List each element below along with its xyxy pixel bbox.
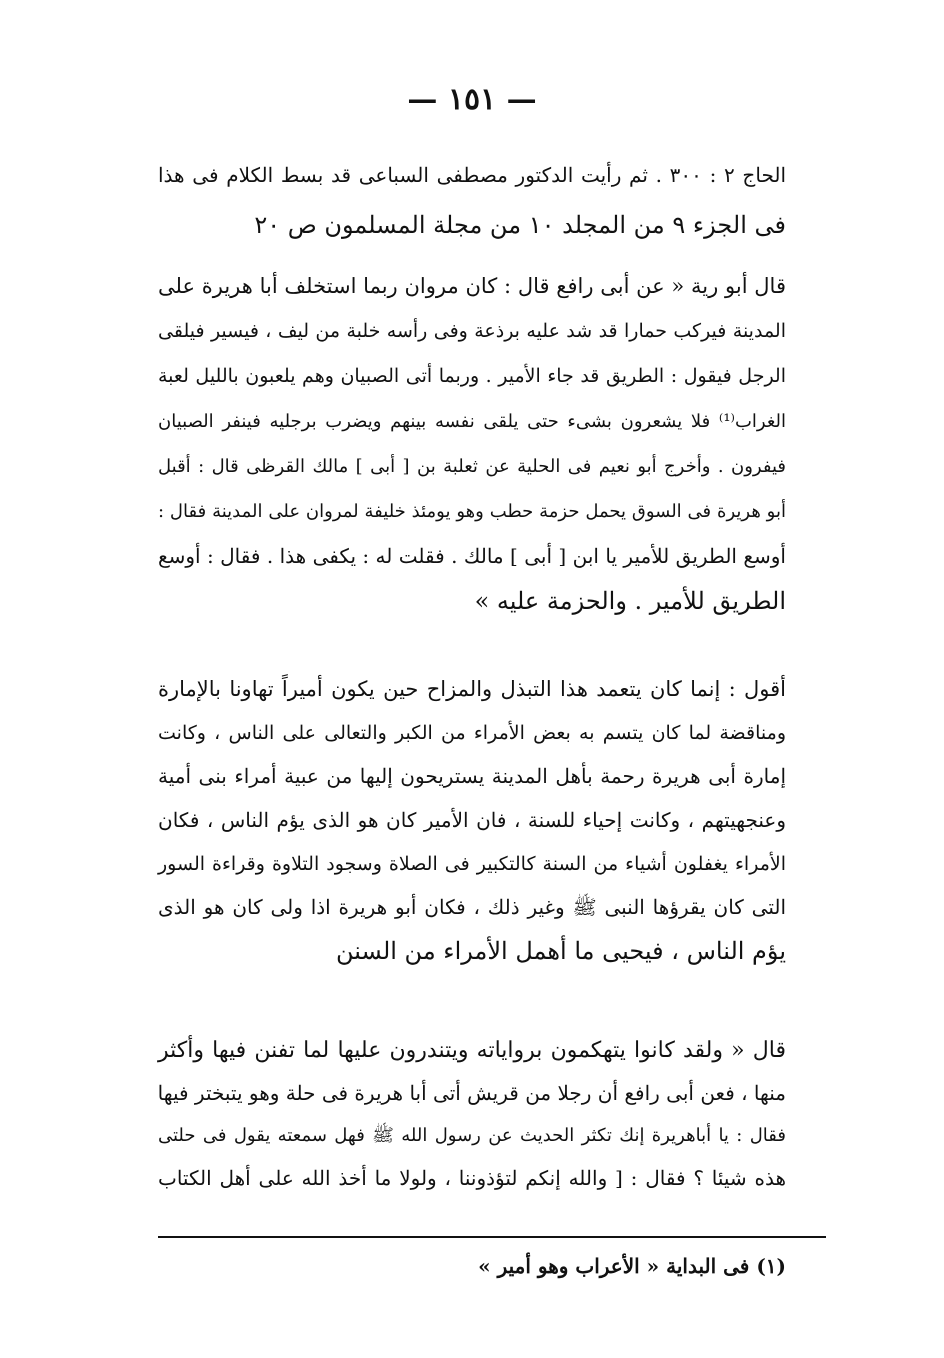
text-line: فقال : يا أباهريرة إنك تكثر الحديث عن رسول الله ﷺ فهل سمعته يقول فى حلتى: [158, 1124, 786, 1146]
text-line: الغراب⁽¹⁾ فلا يشعرون بشىء حتى يلقى نفسه بينهم ويضرب برجليه فينفر الصبيان: [158, 411, 786, 432]
text-line: قال أبو رية « عن أبى رافع قال : كان مروان ربما استخلف أبا هريرة على: [158, 274, 786, 298]
paragraph-2: [158, 264, 786, 624]
text-line: ومناقضة لما كان يتسم به بعض الأمراء من الكبر والتعالى على الناس ، وكانت: [158, 721, 786, 744]
text-line: قال « ولقد كانوا يتهكمون برواياته ويتندرون عليها لما تفنن فيها وأكثر: [158, 1038, 786, 1063]
text-line: أوسع الطريق للأمير يا ابن [ أبى ] مالك . فقلت له : يكفى هذا . فقال : أوسع: [158, 544, 786, 568]
text-line: الأمراء يغفلون أشياء من السنة كالتكبير فى الصلاة وسجود التلاوة وقراءة السور: [158, 852, 786, 875]
paragraph-3: [158, 668, 786, 974]
footnote: (١) فى البداية « الأعراب وهو أمير »: [478, 1254, 786, 1278]
text-line: هذه شيئا ؟ فقال : [ والله إنكم لتؤذوننا ، ولولا ما أخذ الله على أهل الكتاب: [158, 1165, 786, 1190]
text-line: وعنجهيتهم ، وكانت إحياء للسنة ، فان الأمير كان هو الذى يؤم الناس ، فكان: [158, 808, 786, 833]
text-line: المدينة فيركب حمارا قد شد عليه برذعة وفى رأسه خلبة من ليف ، فيسير فيلقى: [158, 320, 786, 342]
text-line: التى كان يقرؤها النبى ﷺ وغير ذلك ، فكان أبو هريرة اذا ولى كان هو الذى: [158, 895, 787, 920]
text-line: فى الجزء ٩ من المجلد ١٠ من مجلة المسلمون ص ٢٠: [254, 211, 786, 239]
text-line: أبو هريرة فى السوق يحمل حزمة حطب وهو يومئذ خليفة لمروان على المدينة فقال :: [158, 501, 786, 522]
text-line: فيفرون . وأخرج أبو نعيم فى الحلية عن ثعلبة بن [ أبى ] مالك القرظى قال : أقبل: [158, 456, 786, 477]
text-line: إمارة أبى هريرة رحمة بأهل المدينة يستريحون إليها من عبية أمراء بنى أمية: [158, 764, 786, 789]
paragraph-4: [158, 1030, 786, 1199]
text-line: منها ، فعن أبى رافع أن رجلا من قريش أتى أبا هريرة فى حلة وهو يتبختر فيها: [157, 1081, 786, 1106]
text-line: الحاج ٢ : ٣٠٠ . ثم رأيت الدكتور مصطفى السباعى قد بسط الكلام فى هذا: [158, 163, 786, 187]
text-line: يؤم الناس ، فيحيى ما أهمل الأمراء من السنن: [336, 937, 786, 966]
paragraph-1: [158, 150, 786, 250]
text-line: الطريق للأمير . والحزمة عليه »: [474, 587, 786, 615]
text-line: الرجل فيقول : الطريق قد جاء الأمير . وربما أتى الصبيان وهم يلعبون بالليل لعبة: [158, 365, 786, 387]
footnote-divider: [158, 1236, 826, 1238]
page-number: — ١٥١ —: [407, 82, 537, 117]
text-line: أقول : إنما كان يتعمد هذا التبذل والمزاح حين يكون أميراً تهاونا بالإمارة: [158, 677, 786, 701]
